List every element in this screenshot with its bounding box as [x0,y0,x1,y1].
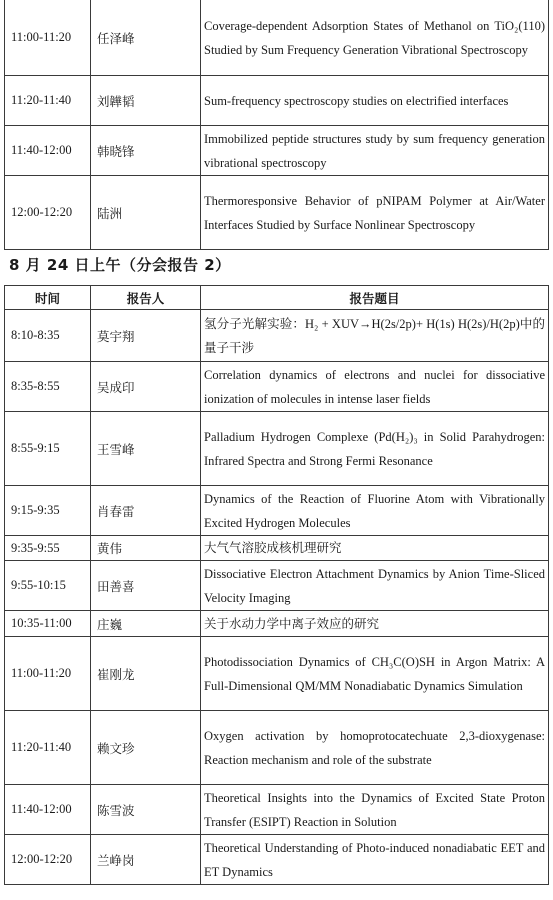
time-cell: 8:55-9:15 [5,412,91,486]
table-row [5,711,549,785]
speaker-cell: 任泽峰 [91,0,201,76]
table-row [5,362,549,412]
speaker-cell: 陈雪波 [91,785,201,835]
title-cell: Palladium Hydrogen Complexe (Pd(H₂)₃ in Solid Parahydrogen: Infrared Spectra and Strong Fermi Resonance [201,412,549,486]
time-cell: 11:00-11:20 [5,0,91,76]
title-cell: Theoretical Understanding of Photo-induced nonadiabatic EET and ET Dynamics [201,835,549,885]
speaker-cell: 庄巍 [91,611,201,637]
time-cell: 12:00-12:20 [5,835,91,885]
table-row [5,176,549,250]
title-cell: Coverage-dependent Adsorption States of Methanol on TiO₂(110) Studied by Sum Frequency Generation Vibrational Spectroscopy [201,0,549,76]
speaker-cell: 黄伟 [91,536,201,561]
time-cell: 9:15-9:35 [5,486,91,536]
title-cell: Theoretical Insights into the Dynamics of Excited State Proton Transfer (ESIPT) Reaction in Solution [201,785,549,835]
title-cell: 大气气溶胶成核机理研究 [201,536,549,561]
session-2-body [5,310,549,885]
speaker-cell: 刘韡韬 [91,76,201,126]
speaker-column-header: 报告人 [91,286,201,310]
speaker-cell: 田善喜 [91,561,201,611]
time-cell: 12:00-12:20 [5,176,91,250]
time-column-header: 时间 [5,286,91,310]
title-cell: 关于水动力学中离子效应的研究 [201,611,549,637]
title-cell: Dissociative Electron Attachment Dynamics by Anion Time-Sliced Velocity Imaging [201,561,549,611]
speaker-cell: 韩晓锋 [91,126,201,176]
table-row [5,785,549,835]
session-1-table [4,0,549,250]
time-cell: 11:20-11:40 [5,711,91,785]
title-cell: Thermoresponsive Behavior of pNIPAM Polymer at Air/Water Interfaces Studied by Surface Nonlinear Spectroscopy [201,176,549,250]
speaker-cell: 陆洲 [91,176,201,250]
title-cell: Immobilized peptide structures study by sum frequency generation vibrational spectroscopy [201,126,549,176]
table-row [5,126,549,176]
header-row [5,286,549,310]
title-cell: Sum-frequency spectroscopy studies on electrified interfaces [201,76,549,126]
table-row [5,637,549,711]
table-row [5,536,549,561]
time-cell: 8:35-8:55 [5,362,91,412]
section-heading: 8 月 24 日上午（分会报告 2） [9,256,231,274]
table-row [5,310,549,362]
time-cell: 11:40-12:00 [5,126,91,176]
time-cell: 9:55-10:15 [5,561,91,611]
title-cell: Oxygen activation by homoprotocatechuate 2,3-dioxygenase: Reaction mechanism and role of the substrate [201,711,549,785]
title-cell: Dynamics of the Reaction of Fluorine Atom with Vibrationally Excited Hydrogen Molecules [201,486,549,536]
time-cell: 10:35-11:00 [5,611,91,637]
title-column-header: 报告题目 [201,286,549,310]
time-cell: 11:20-11:40 [5,76,91,126]
time-cell: 11:40-12:00 [5,785,91,835]
time-cell: 8:10-8:35 [5,310,91,362]
title-cell: Correlation dynamics of electrons and nuclei for dissociative ionization of molecules in intense laser fields [201,362,549,412]
table-row [5,486,549,536]
speaker-cell: 肖春雷 [91,486,201,536]
title-cell: Photodissociation Dynamics of CH₃C(O)SH in Argon Matrix: A Full-Dimensional QM/MM Nonadiabatic Dynamics Simulation [201,637,549,711]
title-cell: 氢分子光解实验：H₂ + XUV→H(2s/2p)+ H(1s) H(2s)/H(2p)中的量子干涉 [201,310,549,362]
table-row [5,561,549,611]
session-1-body [5,0,549,250]
table-row [5,611,549,637]
speaker-cell: 崔刚龙 [91,637,201,711]
table-row [5,412,549,486]
session-2-table [4,285,549,885]
table-row [5,835,549,885]
speaker-cell: 王雪峰 [91,412,201,486]
time-cell: 11:00-11:20 [5,637,91,711]
table-row [5,0,549,76]
time-cell: 9:35-9:55 [5,536,91,561]
speaker-cell: 吴成印 [91,362,201,412]
speaker-cell: 兰峥岗 [91,835,201,885]
speaker-cell: 莫宇翔 [91,310,201,362]
table-row [5,76,549,126]
speaker-cell: 赖文珍 [91,711,201,785]
